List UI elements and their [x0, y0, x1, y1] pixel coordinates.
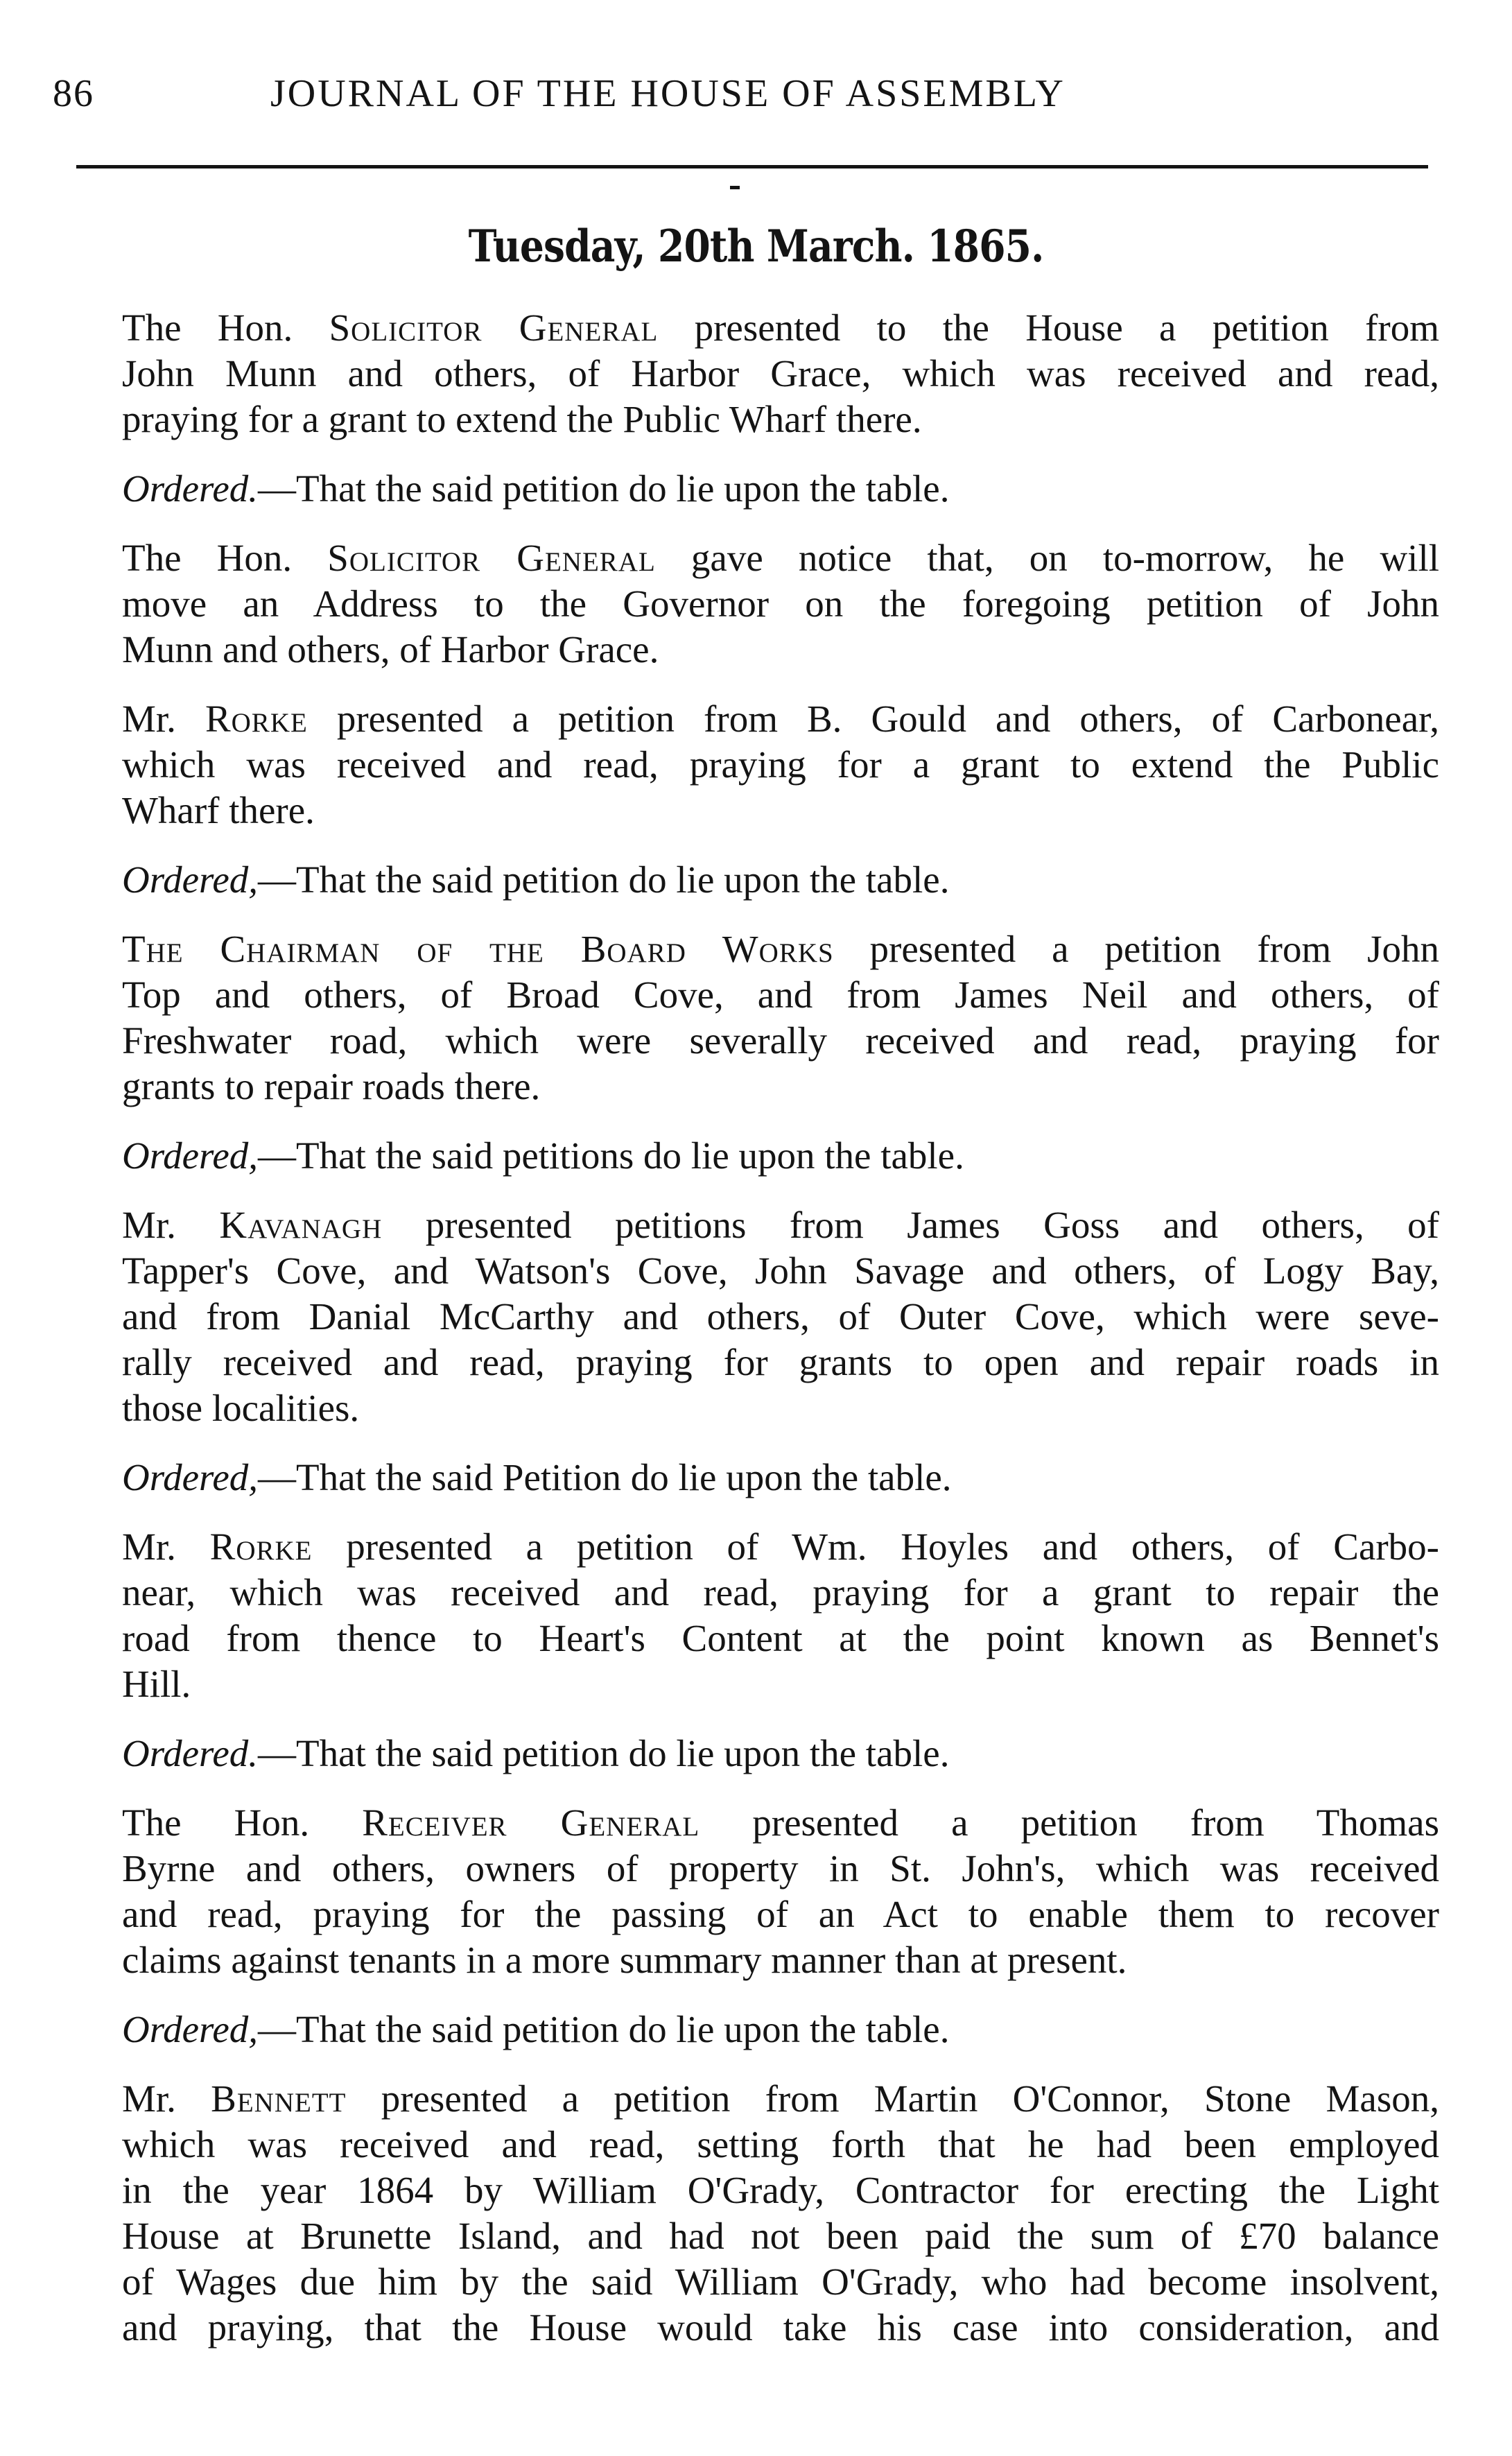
ordered-entry — [111, 1731, 1439, 1776]
page-header — [53, 68, 1439, 119]
text-line: praying for a grant to extend the Public Wharf there. — [122, 398, 922, 440]
text-line: move an Address to the Governor on the foregoing petition of John — [122, 582, 1439, 625]
text-line: The Hon. Receiver General presented a petition from Thomas — [122, 1801, 1439, 1844]
text-line: Hill. — [122, 1663, 191, 1705]
text-line: claims against tenants in a more summary manner than at present. — [122, 1939, 1127, 1981]
text-line: and from Danial McCarthy and others, of Outer Cove, which were seve- — [122, 1295, 1439, 1338]
text-line: Mr. Bennett presented a petition from Martin O'Connor, Stone Mason, — [122, 2077, 1439, 2120]
text-line: Ordered.—That the said petition do lie upon the table. — [122, 467, 950, 510]
text-line: The Hon. Solicitor General gave notice that, on to-morrow, he will — [122, 537, 1439, 579]
ordered-entry — [111, 2007, 1439, 2052]
ordered-label: Ordered. — [122, 1732, 259, 1774]
text-line: The Chairman of the Board Works presented a petition from John — [122, 928, 1439, 970]
text-line: and read, praying for the passing of an Act to enable them to recover — [122, 1893, 1439, 1935]
speaker-name: Kavanagh — [219, 1204, 383, 1246]
text-line: of Wages due him by the said William O'Grady, who had become insolvent, — [122, 2260, 1439, 2303]
text-line: which was received and read, setting forth that he had been employed — [122, 2123, 1439, 2165]
proceeding-paragraph — [111, 926, 1439, 1109]
ordered-label: Ordered, — [122, 2008, 259, 2050]
header-rule — [76, 165, 1428, 168]
text-line: Mr. Rorke presented a petition from B. Gould and others, of Carbonear, — [122, 698, 1439, 740]
ordered-label: Ordered. — [122, 467, 259, 510]
text-line: House at Brunette Island, and had not been paid the sum of £70 balance — [122, 2215, 1439, 2257]
ordered-label: Ordered, — [122, 858, 259, 901]
ordered-label: Ordered, — [122, 1134, 259, 1177]
proceeding-paragraph — [111, 2076, 1439, 2351]
ordered-label: Ordered, — [122, 1456, 259, 1498]
text-line: John Munn and others, of Harbor Grace, which was received and read, — [122, 352, 1439, 395]
page-number: 86 — [53, 72, 94, 115]
ordered-entry — [111, 857, 1439, 903]
text-line: Mr. Rorke presented a petition of Wm. Hoyles and others, of Carbo- — [122, 1525, 1439, 1568]
text-line: those localities. — [122, 1387, 360, 1429]
text-line: The Hon. Solicitor General presented to the House a petition from — [122, 306, 1439, 349]
rule-ornament — [730, 186, 740, 189]
proceeding-paragraph — [111, 1202, 1439, 1431]
text-line: grants to repair roads there. — [122, 1065, 541, 1107]
text-line: Wharf there. — [122, 789, 315, 831]
text-line: Byrne and others, owners of property in St. John's, which was received — [122, 1847, 1439, 1889]
text-line: in the year 1864 by William O'Grady, Contractor for erecting the Light — [122, 2169, 1439, 2211]
journal-body — [111, 305, 1439, 2374]
speaker-name: The Chairman of the Board Works — [122, 928, 834, 970]
date-heading: Tuesday, 20th March. 1865. — [468, 220, 1044, 273]
text-line: Tapper's Cove, and Watson's Cove, John Savage and others, of Logy Bay, — [122, 1249, 1439, 1292]
text-line: Ordered,—That the said petitions do lie upon the table. — [122, 1134, 964, 1177]
proceeding-paragraph — [111, 1524, 1439, 1707]
text-line: Munn and others, of Harbor Grace. — [122, 628, 659, 671]
ordered-entry — [111, 1455, 1439, 1501]
speaker-name: Solicitor General — [329, 306, 659, 349]
running-head: JOURNAL OF THE HOUSE OF ASSEMBLY — [270, 72, 1066, 115]
ordered-entry — [111, 466, 1439, 512]
proceeding-paragraph — [111, 535, 1439, 673]
speaker-name: Receiver General — [362, 1801, 700, 1844]
text-line: which was received and read, praying for a grant to extend the Public — [122, 743, 1439, 786]
text-line: and praying, that the House would take his case into consideration, and — [122, 2306, 1439, 2349]
speaker-name: Bennett — [211, 2077, 347, 2120]
text-line: Ordered.—That the said petition do lie upon the table. — [122, 1732, 950, 1774]
text-line: Ordered,—That the said petition do lie upon the table. — [122, 2008, 950, 2050]
speaker-name: Solicitor General — [327, 537, 656, 579]
text-line: rally received and read, praying for grants to open and repair roads in — [122, 1341, 1439, 1383]
text-line: road from thence to Heart's Content at the point known as Bennet's — [122, 1617, 1439, 1659]
text-line: Ordered,—That the said Petition do lie upon the table. — [122, 1456, 952, 1498]
proceeding-paragraph — [111, 696, 1439, 833]
text-line: Freshwater road, which were severally received and read, praying for — [122, 1019, 1439, 1062]
text-line: Mr. Kavanagh presented petitions from James Goss and others, of — [122, 1204, 1439, 1246]
text-line: Top and others, of Broad Cove, and from James Neil and others, of — [122, 974, 1439, 1016]
ordered-entry — [111, 1133, 1439, 1179]
proceeding-paragraph — [111, 305, 1439, 442]
speaker-name: Rorke — [209, 1525, 313, 1568]
proceeding-paragraph — [111, 1800, 1439, 1983]
text-line: Ordered,—That the said petition do lie upon the table. — [122, 858, 950, 901]
text-line: near, which was received and read, praying for a grant to repair the — [122, 1571, 1439, 1614]
speaker-name: Rorke — [205, 698, 308, 740]
